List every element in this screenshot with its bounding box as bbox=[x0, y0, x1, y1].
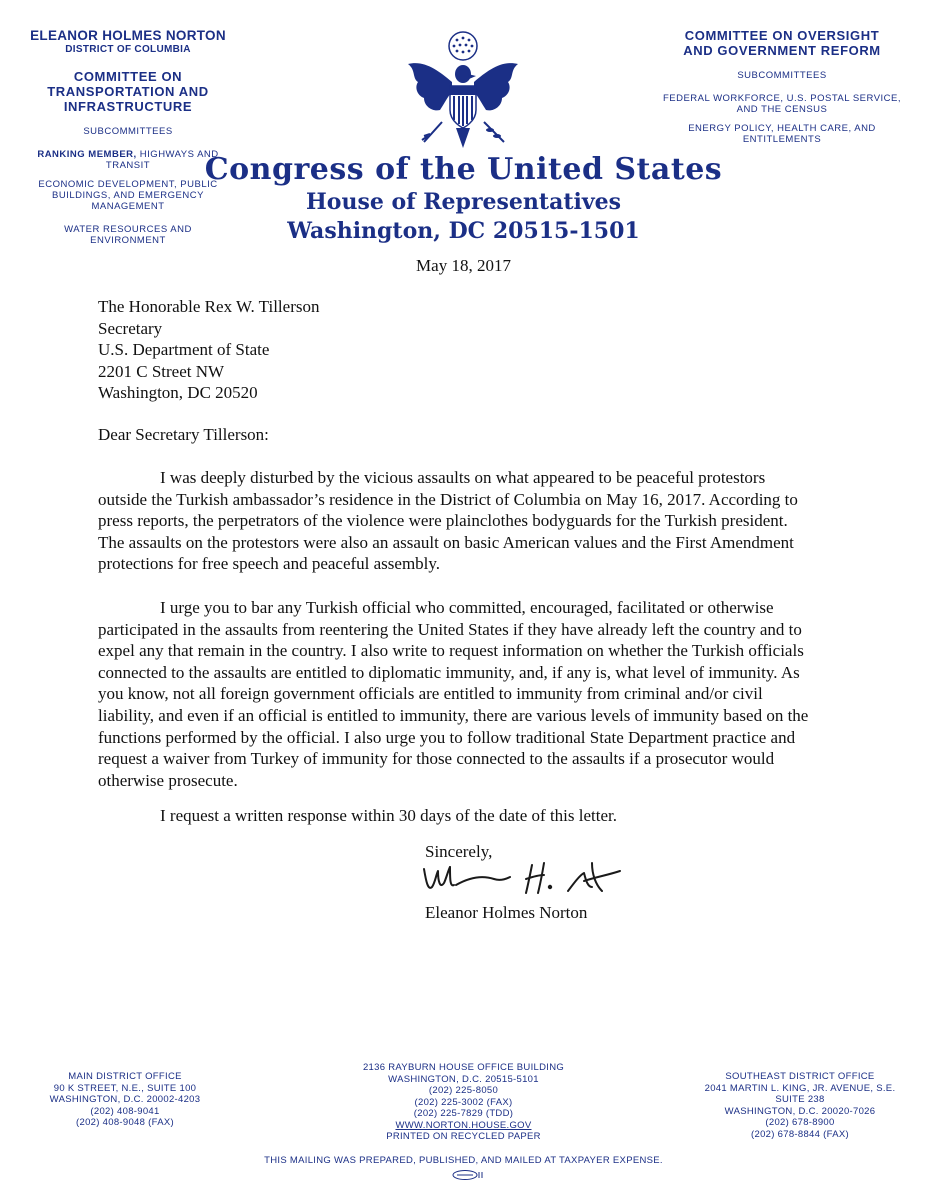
subcommittee-line: ENTITLEMENTS bbox=[742, 134, 822, 145]
footer-line: (202) 225-8050 bbox=[428, 1085, 499, 1096]
house-seal-icon bbox=[402, 30, 524, 156]
recipient-line: The Honorable Rex W. Tillerson bbox=[98, 297, 320, 316]
body-paragraph: I urge you to bar any Turkish official who committed, encouraged, facilitated or otherwise participated in the assaults from reentering the United States if they have already left the country and to expel any that remain in the country. I also write to request information on whether the Turkish officials connected to the assaults are entitled to diplomatic immunity, and, if any is, what level of immunity. As you know, not all foreign government officials are entitled to immunity from criminal and/or civil liability, and even if an official is entitled to immunity, there are various levels of immunity based on the functions performed by the official. I also urge you to follow traditional State Department practice and request a waiver from Turkey of immunity for those connected to the assaults if a prosecutor would otherwise prosecute. bbox=[98, 598, 809, 790]
committee-line: INFRASTRUCTURE bbox=[63, 99, 193, 114]
subcommittee-line: MANAGEMENT bbox=[91, 201, 165, 212]
footer-line: (202) 408-9048 (FAX) bbox=[76, 1117, 174, 1128]
footer-line: WASHINGTON, D.C. 20020-7026 bbox=[724, 1105, 876, 1117]
recipient-address bbox=[98, 296, 319, 404]
recipient-line: Washington, DC 20520 bbox=[98, 383, 258, 402]
footer-line: 2041 MARTIN L. KING, JR. AVENUE, S.E. bbox=[704, 1082, 896, 1094]
footer-line: (202) 678-8844 (FAX) bbox=[751, 1128, 849, 1140]
footer-southeast-office bbox=[680, 1071, 920, 1140]
ranking-member-label: RANKING MEMBER, bbox=[37, 149, 137, 160]
footer-line: SUITE 238 bbox=[775, 1094, 825, 1105]
recipient-line: U.S. Department of State bbox=[98, 340, 270, 359]
footer-dc-office bbox=[345, 1062, 582, 1143]
committee-transportation bbox=[28, 69, 228, 114]
recipient-line: 2201 C Street NW bbox=[98, 361, 225, 381]
footer-line: WASHINGTON, D.C. 20515-5101 bbox=[388, 1073, 539, 1085]
letterhead-address: Washington, DC 20515-1501 bbox=[287, 218, 640, 244]
subcommittee-line: TRANSIT bbox=[105, 160, 151, 171]
footer-line: PRINTED ON RECYCLED PAPER bbox=[386, 1131, 541, 1142]
subcommittee-water bbox=[28, 224, 228, 246]
footer-line: 2136 RAYBURN HOUSE OFFICE BUILDING bbox=[362, 1062, 565, 1073]
footer-line: SOUTHEAST DISTRICT OFFICE bbox=[725, 1071, 875, 1082]
subcommittees-label: SUBCOMMITTEES bbox=[83, 126, 173, 137]
subcommittee-line: FEDERAL WORKFORCE, U.S. POSTAL SERVICE, bbox=[662, 93, 902, 104]
committee-line: AND GOVERNMENT REFORM bbox=[683, 43, 881, 58]
subcommittee-highways bbox=[28, 149, 228, 171]
recipient-line: Secretary bbox=[98, 318, 163, 338]
body-paragraph: I request a written response within 30 days of the date of this letter. bbox=[160, 806, 617, 825]
letter-date: May 18, 2017 bbox=[416, 256, 511, 275]
member-name: ELEANOR HOLMES NORTON bbox=[30, 28, 226, 43]
subcommittee-line: WATER RESOURCES AND bbox=[64, 224, 192, 235]
subcommittee-economic bbox=[28, 179, 228, 212]
member-header bbox=[28, 28, 228, 246]
footer-line: (202) 678-8900 bbox=[765, 1117, 835, 1128]
committee-oversight bbox=[662, 28, 902, 58]
footer-line: (202) 225-3002 (FAX) bbox=[414, 1096, 513, 1108]
subcommittee-energy bbox=[662, 123, 902, 145]
footer-line: (202) 225-7829 (TDD) bbox=[413, 1108, 514, 1119]
footer-line: 90 K STREET, N.E., SUITE 100 bbox=[53, 1082, 197, 1094]
committee-header bbox=[662, 28, 902, 145]
salutation: Dear Secretary Tillerson: bbox=[98, 425, 269, 444]
signature-name: Eleanor Holmes Norton bbox=[425, 903, 588, 922]
subcommittee-line: HIGHWAYS AND bbox=[136, 149, 219, 160]
body-paragraph: I was deeply disturbed by the vicious assaults on what appeared to be peaceful protestors outside the Turkish ambassador’s residence in the District of Columbia on May 16, 2017. According to press reports, the perpetrators of the violence were plainclothes bodyguards for the Turkish president. The assaults on the protestors were also an assault on basic American values and the First Amendment protections for free speech and peaceful assembly. bbox=[98, 468, 798, 574]
subcommittee-line: ECONOMIC DEVELOPMENT, PUBLIC bbox=[38, 179, 218, 190]
signature-icon bbox=[420, 857, 630, 897]
footer-main-office bbox=[30, 1071, 220, 1129]
subcommittee-line: BUILDINGS, AND EMERGENCY bbox=[52, 190, 204, 201]
subcommittees-label: SUBCOMMITTEES bbox=[737, 70, 827, 81]
committee-line: COMMITTEE ON OVERSIGHT bbox=[684, 28, 880, 43]
member-district: DISTRICT OF COLUMBIA bbox=[65, 44, 191, 55]
committee-line: COMMITTEE ON bbox=[73, 69, 183, 84]
letterhead bbox=[200, 152, 727, 246]
letterhead-congress: Congress of the United States bbox=[204, 152, 723, 187]
letterhead-house: House of Representatives bbox=[305, 189, 622, 215]
subcommittee-workforce bbox=[662, 93, 902, 115]
footer-line: (202) 408-9041 bbox=[90, 1105, 160, 1117]
subcommittee-line: ENERGY POLICY, HEALTH CARE, AND bbox=[688, 123, 876, 134]
footer-website-link[interactable]: WWW.NORTON.HOUSE.GOV bbox=[395, 1119, 532, 1131]
committee-line: TRANSPORTATION AND bbox=[47, 84, 209, 99]
footer-line: WASHINGTON, D.C. 20002-4203 bbox=[49, 1094, 201, 1105]
subcommittee-line: ENVIRONMENT bbox=[90, 235, 166, 246]
footer-line: MAIN DISTRICT OFFICE bbox=[68, 1071, 182, 1082]
union-bug-icon bbox=[449, 1169, 489, 1181]
mailing-note: THIS MAILING WAS PREPARED, PUBLISHED, AND MAILED AT TAXPAYER EXPENSE. bbox=[264, 1155, 663, 1166]
subcommittee-line: AND THE CENSUS bbox=[736, 104, 828, 115]
closing: Sincerely, bbox=[425, 842, 493, 861]
